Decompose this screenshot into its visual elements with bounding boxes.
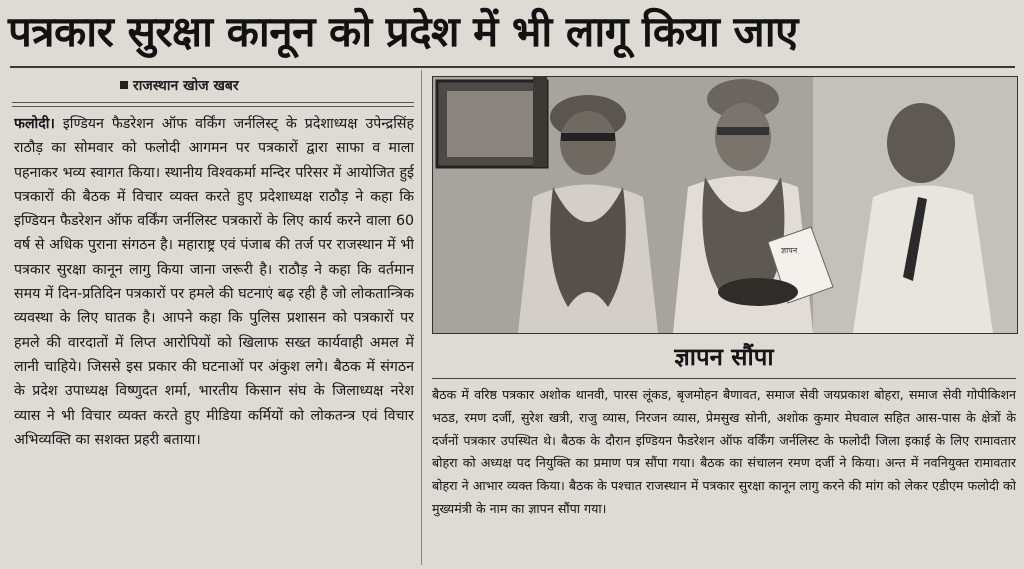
byline-rule-second — [12, 106, 414, 107]
column-divider — [421, 70, 422, 565]
article-body — [14, 112, 414, 564]
photo-illustration — [433, 77, 1017, 333]
byline-rule — [12, 102, 414, 103]
memorandum-paper-label: ज्ञापन — [781, 246, 798, 255]
headline-rule — [10, 66, 1015, 68]
photo-caption: ज्ञापन सौंपा — [674, 343, 774, 371]
byline — [120, 76, 239, 95]
photo-story-body: बैठक में वरिष्ठ पत्रकार अशोक थानवी, पारस लूंकड, बृजमोहन बैणावत, समाज सेवी जयप्रकाश बोहरा, समाज सेवी गोपीकिशन भठड, रमण दर्जी, सुरेश खत्री, राजु व्यास, निरजन व्यास, प्रेमसुख सोनी, अशोक कुमार मेघवाल सहित आस-पास के क्षेत्रों के दर्जनों पत्रकार उपस्थित थे। बैठक के दौरान इण्डियन फैडरेशन ऑफ वर्किंग जर्नलिस्ट के फलोदी जिला इकाई के लिए रामावतार बोहरा को अध्यक्ष पद नियुक्ति का प्रमाण पत्र सौंपा गया। बैठक का संचालन रमण दर्जी ने किया। अन्त में नवनियुक्त रामावतार बोहरा ने आभार व्यक्त किया। बैठक के पश्चात राजस्थान में पत्रकार सुरक्षा कानून लागु करने की मांग को लेकर एडीएम फलोदी को मुख्यमंत्री के नाम का ज्ञापन सौंपा गया। — [432, 387, 1016, 516]
caption-rule — [432, 378, 1016, 379]
dateline: फलोदी। — [14, 116, 55, 132]
headline: पत्रकार सुरक्षा कानून को प्रदेश में भी लागू किया जाए — [8, 7, 798, 56]
article-text: इण्डियन फैडरेशन ऑफ वर्किंग जर्नलिस्ट् के प्रदेशाध्यक्ष उपेन्द्रसिंह राठौड़ का सोमवार को फलोदी आगमन पर पत्रकारों द्वारा साफा व माला पहनाकर भव्य स्वागत किया। स्थानीय विश्वकर्मा मन्दिर परिसर में आयोजित हुई पत्रकारों की बैठक में विचार व्यक्त करते हुए प्रदेशाध्यक्ष राठौड़ ने कहा कि इण्डियन फैडरेशन ऑफ वर्किंग जर्नलिस्ट पत्रकारों के लिए कार्य करने वाला 60 वर्ष से अधिक पुराना संगठन है। महाराष्ट्र एवं पंजाब की तर्ज पर राजस्थान में भी पत्रकार सुरक्षा कानून लागु किया जाना जरूरी है। राठौड़ ने कहा कि वर्तमान समय में दिन-प्रतिदिन पत्रकारों पर हमले की घटनाएं बढ़ रही है जो लोकतान्त्रिक व्यवस्था के लिए घातक है। आपने कहा कि पुलिस प्रशासन को पत्रकारों पर हमले की वारदातों में लिप्त आरोपियों को खिलाफ सख्त कार्यवाही अमल में लानी चाहिये। जिससे इस प्रकार की घटनाओं पर अंकुश लगे। बैठक में संगठन के प्रदेश उपाध्यक्ष विष्णुदत शर्मा, भारतीय किसान संघ के जिलाध्यक्ष नरेश व्यास ने भी विचार व्यक्त करते हुए मीडिया कर्मियों को लोकतन्त्र एवं विचार अभिव्यक्ति का सशक्त प्रहरी बताया। — [14, 116, 414, 448]
news-photo — [432, 76, 1018, 334]
bullet-square-icon — [120, 81, 128, 89]
byline-text: राजस्थान खोज खबर — [133, 78, 239, 94]
